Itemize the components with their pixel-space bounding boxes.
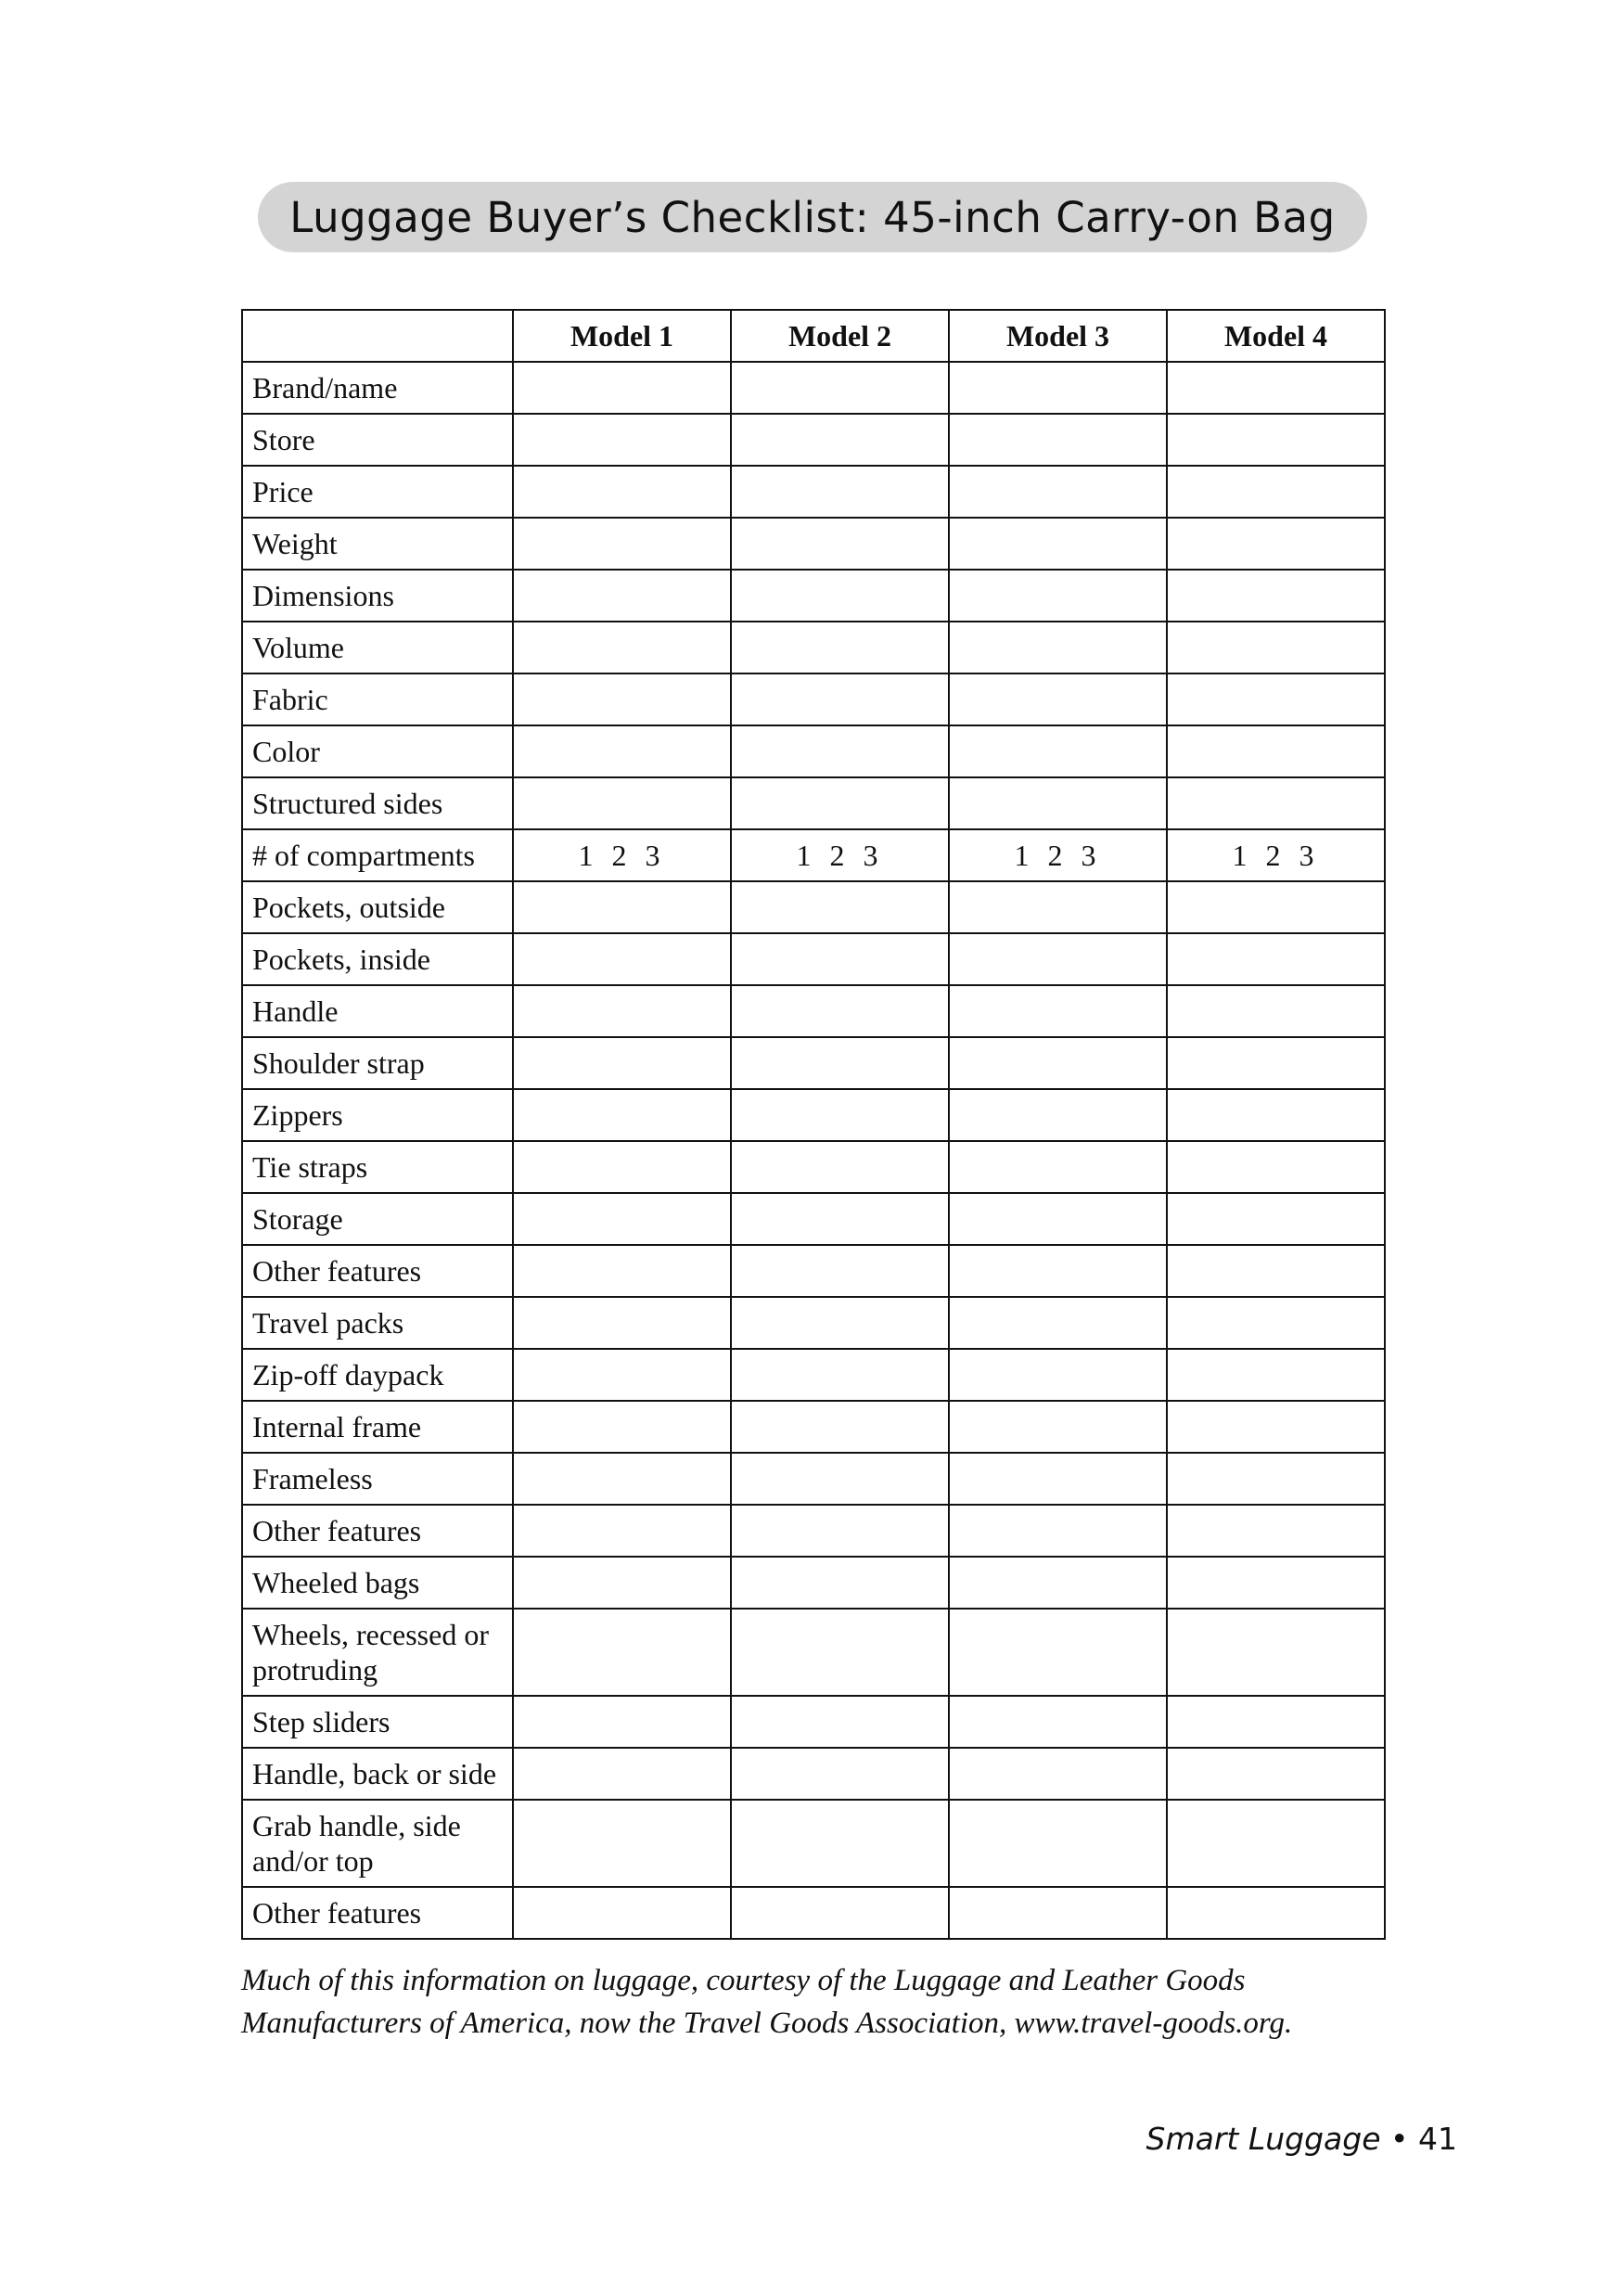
entry-cell[interactable] <box>949 1349 1167 1401</box>
table-row <box>242 1089 1385 1141</box>
row-label: # of compartments <box>242 829 513 881</box>
entry-cell[interactable] <box>1167 1401 1385 1453</box>
entry-cell[interactable]: 1 2 3 <box>949 829 1167 881</box>
row-label: Shoulder strap <box>242 1037 513 1089</box>
entry-cell[interactable] <box>513 518 731 570</box>
entry-cell[interactable] <box>949 985 1167 1037</box>
table-row <box>242 466 1385 518</box>
entry-cell[interactable] <box>1167 1037 1385 1089</box>
table-row <box>242 1245 1385 1297</box>
row-label: Store <box>242 414 513 466</box>
column-header: Model 3 <box>949 310 1167 362</box>
footer-separator: • <box>1390 2121 1409 2157</box>
entry-cell[interactable] <box>1167 933 1385 985</box>
table-row <box>242 622 1385 673</box>
entry-cell[interactable] <box>1167 1245 1385 1297</box>
entry-cell[interactable] <box>513 725 731 777</box>
table-row <box>242 1141 1385 1193</box>
entry-cell[interactable] <box>949 1748 1167 1800</box>
table-row <box>242 725 1385 777</box>
row-label: Step sliders <box>242 1696 513 1748</box>
row-label: Wheels, recessed or protruding <box>242 1609 513 1696</box>
entry-cell[interactable] <box>731 1887 949 1939</box>
entry-cell[interactable] <box>949 777 1167 829</box>
entry-cell[interactable] <box>513 1349 731 1401</box>
entry-cell[interactable] <box>731 466 949 518</box>
entry-cell[interactable] <box>731 570 949 622</box>
entry-cell[interactable] <box>731 1800 949 1887</box>
page-footer <box>1146 2121 1457 2157</box>
row-label: Travel packs <box>242 1297 513 1349</box>
table-row <box>242 1557 1385 1609</box>
footer-section-title: Smart Luggage <box>1146 2121 1381 2157</box>
row-label: Zip-off daypack <box>242 1349 513 1401</box>
entry-cell[interactable] <box>513 1453 731 1505</box>
entry-cell[interactable] <box>731 1696 949 1748</box>
table-row <box>242 414 1385 466</box>
table-row <box>242 1349 1385 1401</box>
row-label: Other features <box>242 1887 513 1939</box>
entry-cell[interactable] <box>513 985 731 1037</box>
entry-cell[interactable] <box>731 673 949 725</box>
table-row <box>242 933 1385 985</box>
row-label: Storage <box>242 1193 513 1245</box>
entry-cell[interactable] <box>1167 1748 1385 1800</box>
entry-cell[interactable] <box>731 1141 949 1193</box>
entry-cell[interactable] <box>949 725 1167 777</box>
entry-cell[interactable] <box>731 518 949 570</box>
entry-cell[interactable] <box>731 933 949 985</box>
entry-cell[interactable] <box>1167 622 1385 673</box>
entry-cell[interactable] <box>513 1887 731 1939</box>
entry-cell[interactable]: 1 2 3 <box>1167 829 1385 881</box>
entry-cell[interactable] <box>1167 881 1385 933</box>
entry-cell[interactable] <box>949 414 1167 466</box>
table-row <box>242 673 1385 725</box>
column-header: Model 1 <box>513 310 731 362</box>
entry-cell[interactable] <box>513 1696 731 1748</box>
entry-cell[interactable] <box>731 362 949 414</box>
entry-cell[interactable] <box>513 1748 731 1800</box>
entry-cell[interactable] <box>949 466 1167 518</box>
entry-cell[interactable] <box>1167 466 1385 518</box>
row-label: Handle <box>242 985 513 1037</box>
entry-cell[interactable] <box>949 1193 1167 1245</box>
table-row <box>242 881 1385 933</box>
entry-cell[interactable] <box>513 1800 731 1887</box>
entry-cell[interactable]: 1 2 3 <box>731 829 949 881</box>
entry-cell[interactable] <box>513 777 731 829</box>
entry-cell[interactable] <box>731 622 949 673</box>
entry-cell[interactable] <box>513 933 731 985</box>
entry-cell[interactable] <box>949 1453 1167 1505</box>
page-number: 41 <box>1418 2121 1457 2157</box>
entry-cell[interactable] <box>513 1557 731 1609</box>
entry-cell[interactable] <box>1167 1453 1385 1505</box>
table-row <box>242 1297 1385 1349</box>
checklist-table <box>241 309 1386 1940</box>
row-label: Internal frame <box>242 1401 513 1453</box>
row-label: Zippers <box>242 1089 513 1141</box>
entry-cell[interactable] <box>513 1193 731 1245</box>
row-label: Brand/name <box>242 362 513 414</box>
entry-cell[interactable] <box>513 881 731 933</box>
entry-cell[interactable] <box>1167 1557 1385 1609</box>
entry-cell[interactable] <box>949 622 1167 673</box>
column-header: Model 4 <box>1167 310 1385 362</box>
entry-cell[interactable] <box>1167 1193 1385 1245</box>
entry-cell[interactable] <box>513 622 731 673</box>
entry-cell[interactable] <box>731 1193 949 1245</box>
entry-cell[interactable] <box>731 1037 949 1089</box>
table-row <box>242 1037 1385 1089</box>
row-label: Weight <box>242 518 513 570</box>
entry-cell[interactable] <box>949 933 1167 985</box>
entry-cell[interactable] <box>731 881 949 933</box>
table-row <box>242 1193 1385 1245</box>
row-label: Color <box>242 725 513 777</box>
entry-cell[interactable] <box>731 1349 949 1401</box>
table-row <box>242 829 1385 881</box>
entry-cell[interactable] <box>513 414 731 466</box>
table-row <box>242 1609 1385 1696</box>
row-label: Pockets, outside <box>242 881 513 933</box>
table-row <box>242 1505 1385 1557</box>
entry-cell[interactable] <box>1167 518 1385 570</box>
entry-cell[interactable] <box>513 673 731 725</box>
entry-cell[interactable] <box>1167 1141 1385 1193</box>
entry-cell[interactable] <box>949 1800 1167 1887</box>
row-label: Other features <box>242 1505 513 1557</box>
table-row <box>242 777 1385 829</box>
entry-cell[interactable] <box>513 570 731 622</box>
entry-cell[interactable] <box>949 881 1167 933</box>
entry-cell[interactable] <box>731 1748 949 1800</box>
entry-cell[interactable] <box>949 1089 1167 1141</box>
entry-cell[interactable] <box>731 1245 949 1297</box>
entry-cell[interactable] <box>1167 1089 1385 1141</box>
table-row <box>242 1401 1385 1453</box>
entry-cell[interactable] <box>731 1557 949 1609</box>
table-header-row <box>242 310 1385 362</box>
column-header: Model 2 <box>731 310 949 362</box>
entry-cell[interactable] <box>731 1505 949 1557</box>
table-row <box>242 1887 1385 1939</box>
row-label: Dimensions <box>242 570 513 622</box>
entry-cell[interactable] <box>513 1037 731 1089</box>
entry-cell[interactable] <box>1167 985 1385 1037</box>
table-row <box>242 362 1385 414</box>
entry-cell[interactable] <box>1167 673 1385 725</box>
table-row <box>242 570 1385 622</box>
entry-cell[interactable] <box>1167 1297 1385 1349</box>
entry-cell[interactable] <box>513 1401 731 1453</box>
entry-cell[interactable] <box>1167 1800 1385 1887</box>
entry-cell[interactable] <box>1167 725 1385 777</box>
entry-cell[interactable] <box>1167 1609 1385 1696</box>
entry-cell[interactable] <box>949 673 1167 725</box>
table-row <box>242 1748 1385 1800</box>
entry-cell[interactable] <box>731 777 949 829</box>
column-header <box>242 310 513 362</box>
entry-cell[interactable] <box>949 1696 1167 1748</box>
entry-cell[interactable] <box>513 466 731 518</box>
entry-cell[interactable] <box>1167 1887 1385 1939</box>
row-label: Frameless <box>242 1453 513 1505</box>
row-label: Wheeled bags <box>242 1557 513 1609</box>
entry-cell[interactable] <box>1167 1349 1385 1401</box>
entry-cell[interactable] <box>513 1141 731 1193</box>
entry-cell[interactable]: 1 2 3 <box>513 829 731 881</box>
entry-cell[interactable] <box>1167 414 1385 466</box>
entry-cell[interactable] <box>949 1887 1167 1939</box>
table-body <box>242 362 1385 1939</box>
row-label: Price <box>242 466 513 518</box>
entry-cell[interactable] <box>949 1297 1167 1349</box>
row-label: Handle, back or side <box>242 1748 513 1800</box>
entry-cell[interactable] <box>1167 1505 1385 1557</box>
table-row <box>242 1800 1385 1887</box>
entry-cell[interactable] <box>1167 362 1385 414</box>
entry-cell[interactable] <box>1167 570 1385 622</box>
entry-cell[interactable] <box>949 1505 1167 1557</box>
entry-cell[interactable] <box>513 362 731 414</box>
entry-cell[interactable] <box>731 1401 949 1453</box>
table-row <box>242 985 1385 1037</box>
entry-cell[interactable] <box>513 1297 731 1349</box>
row-label: Fabric <box>242 673 513 725</box>
table-row <box>242 518 1385 570</box>
entry-cell[interactable] <box>949 1245 1167 1297</box>
footnote: Much of this information on luggage, courtesy of the Luggage and Leather Goods Manufacturers of America, now the Travel Goods Association, www.travel-goods.org. <box>241 1964 1293 2040</box>
entry-cell[interactable] <box>513 1245 731 1297</box>
entry-cell[interactable] <box>949 570 1167 622</box>
entry-cell[interactable] <box>949 1141 1167 1193</box>
entry-cell[interactable] <box>513 1505 731 1557</box>
page-title: Luggage Buyer’s Checklist: 45-inch Carry-on Bag <box>258 182 1367 252</box>
row-label: Grab handle, side and/or top <box>242 1800 513 1887</box>
entry-cell[interactable] <box>731 725 949 777</box>
entry-cell[interactable] <box>513 1089 731 1141</box>
entry-cell[interactable] <box>1167 1696 1385 1748</box>
entry-cell[interactable] <box>513 1609 731 1696</box>
entry-cell[interactable] <box>949 1609 1167 1696</box>
entry-cell[interactable] <box>949 1401 1167 1453</box>
entry-cell[interactable] <box>949 1037 1167 1089</box>
row-label: Pockets, inside <box>242 933 513 985</box>
table-row <box>242 1453 1385 1505</box>
row-label: Volume <box>242 622 513 673</box>
entry-cell[interactable] <box>731 1089 949 1141</box>
row-label: Other features <box>242 1245 513 1297</box>
entry-cell[interactable] <box>731 1297 949 1349</box>
entry-cell[interactable] <box>949 518 1167 570</box>
table-row <box>242 1696 1385 1748</box>
entry-cell[interactable] <box>731 985 949 1037</box>
entry-cell[interactable] <box>1167 777 1385 829</box>
entry-cell[interactable] <box>731 414 949 466</box>
entry-cell[interactable] <box>949 1557 1167 1609</box>
row-label: Tie straps <box>242 1141 513 1193</box>
entry-cell[interactable] <box>949 362 1167 414</box>
entry-cell[interactable] <box>731 1609 949 1696</box>
row-label: Structured sides <box>242 777 513 829</box>
entry-cell[interactable] <box>731 1453 949 1505</box>
